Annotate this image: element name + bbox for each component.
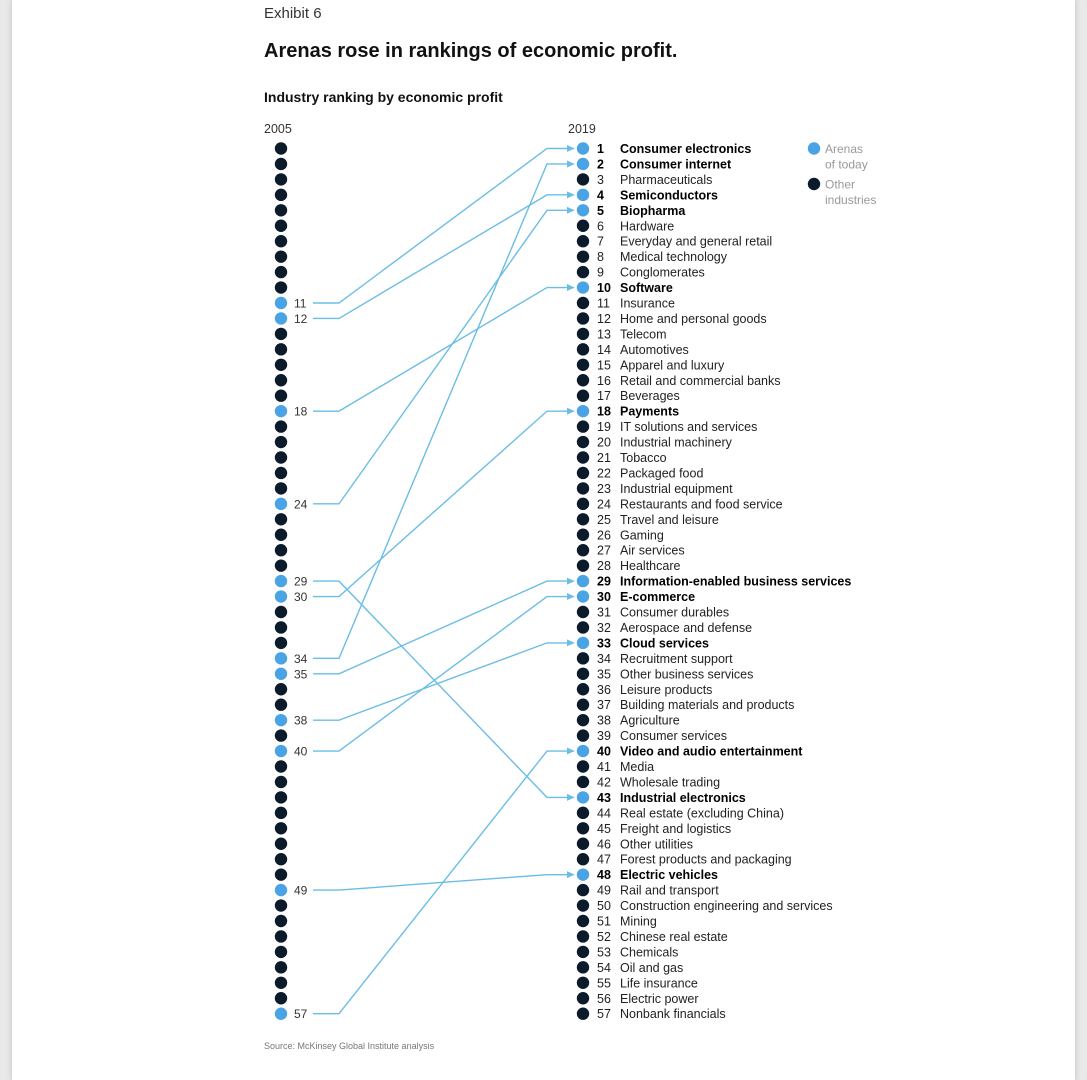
dot-2019-arena bbox=[577, 637, 589, 649]
rank-2019-number: 20 bbox=[597, 435, 611, 450]
dot-2005-other bbox=[275, 142, 287, 154]
rank-2019-number: 31 bbox=[597, 605, 611, 620]
connector-line bbox=[313, 875, 574, 890]
dot-2019-other bbox=[577, 915, 589, 927]
dots-2005 bbox=[275, 142, 287, 1020]
industry-label: Hardware bbox=[620, 219, 675, 234]
dot-2005-arena bbox=[275, 745, 287, 757]
rank-2019-number: 19 bbox=[597, 420, 611, 435]
dot-2019-other bbox=[577, 482, 589, 494]
dot-2019-other bbox=[577, 235, 589, 247]
legend-text-arena: of today bbox=[825, 157, 868, 172]
dot-2005-other bbox=[275, 158, 287, 170]
dot-2019-other bbox=[577, 930, 589, 942]
dot-2005-arena bbox=[275, 297, 287, 309]
industry-label: Software bbox=[620, 281, 673, 296]
dot-2005-arena bbox=[275, 590, 287, 602]
dot-2005-other bbox=[275, 204, 287, 216]
rank-2005-label: 49 bbox=[294, 883, 308, 898]
dot-2019-other bbox=[577, 390, 589, 402]
rank-2019-number: 32 bbox=[597, 620, 611, 635]
dot-2005-other bbox=[275, 621, 287, 633]
rank-2019-number: 45 bbox=[597, 821, 611, 836]
rank-2019-number: 26 bbox=[597, 528, 611, 543]
industry-label: Recruitment support bbox=[620, 651, 733, 666]
dot-2005-other bbox=[275, 220, 287, 232]
industry-label: Consumer electronics bbox=[620, 142, 752, 156]
dot-2019-other bbox=[577, 668, 589, 680]
connector-line bbox=[313, 210, 574, 504]
dot-2019-other bbox=[577, 992, 589, 1004]
connector-line bbox=[313, 195, 574, 319]
dot-2019-other bbox=[577, 451, 589, 463]
rank-labels-2005 bbox=[294, 297, 308, 1022]
rank-2019-number: 57 bbox=[597, 1007, 611, 1022]
dot-2005-other bbox=[275, 838, 287, 850]
dot-2005-other bbox=[275, 699, 287, 711]
industry-label: Home and personal goods bbox=[620, 311, 767, 326]
rank-2019-number: 10 bbox=[597, 281, 611, 296]
chart-title: Arenas rose in rankings of economic profit. bbox=[264, 40, 678, 62]
industry-label: Rail and transport bbox=[620, 883, 719, 898]
dot-2005-other bbox=[275, 328, 287, 340]
dots-2019 bbox=[577, 142, 589, 1020]
rank-2019-number: 50 bbox=[597, 899, 611, 914]
rank-2019-number: 24 bbox=[597, 497, 611, 512]
industry-label: Electric vehicles bbox=[620, 868, 718, 883]
rank-2005-label: 38 bbox=[294, 713, 308, 728]
rank-2019-number: 1 bbox=[597, 142, 604, 156]
dot-2019-other bbox=[577, 420, 589, 432]
dot-2019-arena bbox=[577, 204, 589, 216]
connector-line bbox=[313, 411, 574, 596]
industry-label: Industrial equipment bbox=[620, 481, 733, 496]
industry-label: Tobacco bbox=[620, 451, 667, 465]
industry-label: Everyday and general retail bbox=[620, 234, 773, 249]
rank-2019-number: 13 bbox=[597, 327, 611, 342]
industry-label: Electric power bbox=[620, 991, 699, 1006]
dot-2019-other bbox=[577, 359, 589, 371]
rank-2019-number: 8 bbox=[597, 250, 604, 265]
dot-2019-other bbox=[577, 621, 589, 633]
dot-2005-other bbox=[275, 977, 287, 989]
rank-2019-number: 23 bbox=[597, 481, 611, 496]
dot-2019-other bbox=[577, 467, 589, 479]
dot-2019-arena bbox=[577, 868, 589, 880]
legend-text-other: industries bbox=[825, 193, 877, 207]
dot-2005-other bbox=[275, 189, 287, 201]
connector-line bbox=[313, 288, 574, 412]
industry-label: Agriculture bbox=[620, 713, 680, 728]
rank-2019-number: 14 bbox=[597, 342, 611, 357]
dot-2005-other bbox=[275, 776, 287, 788]
dot-2005-arena bbox=[275, 714, 287, 726]
dot-2005-other bbox=[275, 946, 287, 958]
rank-2019-number: 11 bbox=[597, 296, 610, 311]
rank-2005-label: 11 bbox=[294, 296, 307, 311]
industry-label: Cloud services bbox=[620, 636, 709, 651]
dot-2005-other bbox=[275, 250, 287, 262]
rank-2019-number: 9 bbox=[597, 265, 604, 280]
industry-labels-2019 bbox=[597, 142, 851, 1021]
industry-label: Industrial electronics bbox=[620, 790, 746, 805]
dot-2005-other bbox=[275, 791, 287, 803]
rank-2019-number: 38 bbox=[597, 713, 611, 728]
rank-2019-number: 15 bbox=[597, 358, 611, 373]
dot-2005-arena bbox=[275, 652, 287, 664]
dot-2019-arena bbox=[577, 791, 589, 803]
dot-2019-other bbox=[577, 606, 589, 618]
industry-label: Apparel and luxury bbox=[620, 358, 725, 373]
dot-2019-other bbox=[577, 559, 589, 571]
rank-2019-number: 2 bbox=[597, 157, 604, 172]
dot-2019-other bbox=[577, 312, 589, 324]
industry-label: Insurance bbox=[620, 296, 675, 311]
dot-2005-other bbox=[275, 281, 287, 293]
rank-2005-label: 35 bbox=[294, 667, 308, 682]
dot-2005-other bbox=[275, 529, 287, 541]
dot-2005-other bbox=[275, 266, 287, 278]
rank-2019-number: 49 bbox=[597, 883, 611, 898]
dot-2005-other bbox=[275, 374, 287, 386]
rank-2019-number: 21 bbox=[597, 451, 611, 465]
dot-2019-other bbox=[577, 899, 589, 911]
dot-2005-other bbox=[275, 992, 287, 1004]
rank-2019-number: 55 bbox=[597, 976, 611, 991]
rank-2005-label: 12 bbox=[294, 311, 308, 326]
dot-2005-other bbox=[275, 683, 287, 695]
industry-label: Conglomerates bbox=[620, 265, 705, 280]
industry-label: E-commerce bbox=[620, 590, 696, 605]
rank-2005-label: 57 bbox=[294, 1007, 308, 1022]
rank-2019-number: 43 bbox=[597, 790, 611, 805]
industry-label: IT solutions and services bbox=[620, 420, 758, 435]
dot-2005-other bbox=[275, 760, 287, 772]
industry-label: Other utilities bbox=[620, 837, 693, 852]
dot-2005-arena bbox=[275, 498, 287, 510]
dot-2019-other bbox=[577, 961, 589, 973]
dot-2019-other bbox=[577, 807, 589, 819]
rank-2019-number: 18 bbox=[597, 404, 611, 419]
industry-label: Retail and commercial banks bbox=[620, 373, 781, 388]
dot-2005-other bbox=[275, 729, 287, 741]
dot-2019-other bbox=[577, 297, 589, 309]
rank-2019-number: 16 bbox=[597, 373, 611, 388]
dot-2019-other bbox=[577, 699, 589, 711]
chart-subtitle: Industry ranking by economic profit bbox=[264, 89, 503, 105]
connector-line bbox=[313, 643, 574, 720]
industry-label: Automotives bbox=[620, 342, 689, 357]
rank-2019-number: 25 bbox=[597, 512, 611, 527]
industry-label: Construction engineering and services bbox=[620, 899, 833, 914]
dot-2005-other bbox=[275, 606, 287, 618]
start-year-label: 2005 bbox=[264, 122, 292, 136]
dot-2005-other bbox=[275, 173, 287, 185]
dot-2019-other bbox=[577, 544, 589, 556]
rank-2019-number: 28 bbox=[597, 559, 611, 574]
industry-label: Oil and gas bbox=[620, 960, 684, 975]
dot-2005-other bbox=[275, 451, 287, 463]
rank-2019-number: 29 bbox=[597, 574, 611, 589]
industry-label: Chemicals bbox=[620, 945, 679, 960]
rank-2019-number: 37 bbox=[597, 698, 611, 713]
industry-label: Video and audio entertainment bbox=[620, 744, 803, 759]
rank-2005-label: 24 bbox=[294, 497, 308, 512]
industry-label: Packaged food bbox=[620, 466, 704, 481]
dot-2019-other bbox=[577, 513, 589, 525]
dot-2019-other bbox=[577, 436, 589, 448]
industry-label: Media bbox=[620, 760, 655, 774]
industry-label: Telecom bbox=[620, 327, 667, 342]
dot-2019-arena bbox=[577, 142, 589, 154]
industry-label: Consumer durables bbox=[620, 605, 730, 620]
rank-2019-number: 7 bbox=[597, 234, 604, 249]
dot-2019-other bbox=[577, 1008, 589, 1020]
industry-label: Healthcare bbox=[620, 559, 681, 574]
dot-2005-other bbox=[275, 482, 287, 494]
dot-2019-other bbox=[577, 652, 589, 664]
industry-label: Pharmaceuticals bbox=[620, 172, 713, 187]
rank-2019-number: 41 bbox=[597, 760, 611, 774]
industry-label: Information-enabled business services bbox=[620, 574, 852, 589]
rank-2019-number: 30 bbox=[597, 590, 611, 605]
dot-2005-arena bbox=[275, 1008, 287, 1020]
dot-2019-arena bbox=[577, 575, 589, 587]
dot-2005-other bbox=[275, 343, 287, 355]
dot-2005-arena bbox=[275, 575, 287, 587]
dot-2019-arena bbox=[577, 405, 589, 417]
dot-2019-other bbox=[577, 946, 589, 958]
legend-swatch-arena bbox=[808, 142, 820, 154]
industry-label: Aerospace and defense bbox=[620, 620, 753, 635]
dot-2019-other bbox=[577, 220, 589, 232]
rank-2005-label: 30 bbox=[294, 590, 308, 605]
dot-2005-other bbox=[275, 467, 287, 479]
dot-2019-other bbox=[577, 374, 589, 386]
dot-2005-other bbox=[275, 235, 287, 247]
dot-2005-other bbox=[275, 930, 287, 942]
industry-label: Leisure products bbox=[620, 682, 713, 697]
legend-text-other: Other bbox=[825, 177, 856, 192]
connector-line bbox=[313, 149, 574, 304]
dot-2019-arena bbox=[577, 590, 589, 602]
rank-2005-label: 29 bbox=[294, 574, 308, 589]
dot-2019-arena bbox=[577, 745, 589, 757]
industry-label: Life insurance bbox=[620, 976, 698, 991]
rank-2019-number: 6 bbox=[597, 219, 604, 234]
dot-2005-arena bbox=[275, 884, 287, 896]
rank-2019-number: 3 bbox=[597, 172, 604, 187]
rank-2019-number: 47 bbox=[597, 852, 611, 867]
rank-2019-number: 54 bbox=[597, 960, 611, 975]
industry-label: Real estate (excluding China) bbox=[620, 806, 784, 821]
dot-2019-other bbox=[577, 884, 589, 896]
dot-2019-other bbox=[577, 776, 589, 788]
dot-2019-other bbox=[577, 977, 589, 989]
rank-2019-number: 36 bbox=[597, 682, 611, 697]
dot-2019-other bbox=[577, 822, 589, 834]
rank-2019-number: 44 bbox=[597, 806, 611, 821]
industry-label: Restaurants and food service bbox=[620, 497, 783, 512]
source-note: Source: McKinsey Global Institute analysis bbox=[264, 1041, 435, 1051]
dot-2019-arena bbox=[577, 189, 589, 201]
rank-2019-number: 51 bbox=[597, 914, 611, 929]
industry-label: Wholesale trading bbox=[620, 775, 721, 790]
rank-2005-label: 18 bbox=[294, 404, 308, 419]
rank-2019-number: 17 bbox=[597, 389, 611, 404]
dot-2005-arena bbox=[275, 668, 287, 680]
dot-2019-other bbox=[577, 760, 589, 772]
rank-2019-number: 35 bbox=[597, 667, 611, 682]
legend bbox=[808, 142, 877, 207]
dot-2005-other bbox=[275, 915, 287, 927]
dot-2019-other bbox=[577, 529, 589, 541]
dot-2005-arena bbox=[275, 312, 287, 324]
dot-2019-other bbox=[577, 853, 589, 865]
industry-label: Other business services bbox=[620, 667, 754, 682]
industry-label: Consumer services bbox=[620, 729, 727, 744]
dot-2005-other bbox=[275, 420, 287, 432]
industry-label: Biopharma bbox=[620, 203, 686, 218]
dot-2005-other bbox=[275, 637, 287, 649]
industry-label: Medical technology bbox=[620, 250, 728, 265]
dot-2019-other bbox=[577, 328, 589, 340]
dot-2019-other bbox=[577, 838, 589, 850]
dot-2005-other bbox=[275, 544, 287, 556]
industry-label: Travel and leisure bbox=[620, 512, 719, 527]
dot-2019-other bbox=[577, 498, 589, 510]
exhibit-label: Exhibit 6 bbox=[264, 5, 322, 22]
dot-2005-other bbox=[275, 559, 287, 571]
dot-2019-other bbox=[577, 343, 589, 355]
rank-2019-number: 39 bbox=[597, 729, 611, 744]
industry-label: Air services bbox=[620, 543, 685, 558]
industry-label: Gaming bbox=[620, 528, 664, 543]
rank-2019-number: 22 bbox=[597, 466, 611, 481]
industry-label: Consumer internet bbox=[620, 157, 732, 172]
industry-label: Industrial machinery bbox=[620, 435, 732, 450]
rank-2005-label: 34 bbox=[294, 651, 308, 666]
dot-2005-other bbox=[275, 899, 287, 911]
dot-2005-other bbox=[275, 807, 287, 819]
dot-2005-other bbox=[275, 513, 287, 525]
rank-2019-number: 46 bbox=[597, 837, 611, 852]
rank-2019-number: 12 bbox=[597, 311, 611, 326]
dot-2005-other bbox=[275, 868, 287, 880]
rank-2019-number: 33 bbox=[597, 636, 611, 651]
rank-2019-number: 48 bbox=[597, 868, 611, 883]
end-year-label: 2019 bbox=[568, 122, 596, 136]
dot-2005-other bbox=[275, 436, 287, 448]
industry-label: Freight and logistics bbox=[620, 821, 732, 836]
dot-2019-arena bbox=[577, 281, 589, 293]
dot-2019-other bbox=[577, 729, 589, 741]
industry-label: Forest products and packaging bbox=[620, 852, 792, 867]
industry-label: Chinese real estate bbox=[620, 929, 728, 944]
rank-2019-number: 34 bbox=[597, 651, 611, 666]
industry-label: Building materials and products bbox=[620, 698, 795, 713]
rank-2019-number: 56 bbox=[597, 991, 611, 1006]
industry-label: Mining bbox=[620, 914, 657, 929]
dot-2019-other bbox=[577, 173, 589, 185]
connector-lines bbox=[313, 149, 574, 1014]
legend-swatch-other bbox=[808, 178, 820, 190]
industry-label: Payments bbox=[620, 404, 680, 419]
dot-2019-other bbox=[577, 683, 589, 695]
connector-line bbox=[313, 581, 574, 797]
rank-2019-number: 53 bbox=[597, 945, 611, 960]
connector-line bbox=[313, 597, 574, 752]
rank-2019-number: 40 bbox=[597, 744, 611, 759]
dot-2005-other bbox=[275, 822, 287, 834]
legend-text-arena: Arenas bbox=[825, 142, 864, 156]
dot-2019-other bbox=[577, 266, 589, 278]
dot-2019-arena bbox=[577, 158, 589, 170]
dot-2019-other bbox=[577, 714, 589, 726]
dot-2019-other bbox=[577, 250, 589, 262]
rank-2019-number: 5 bbox=[597, 203, 604, 218]
dot-2005-other bbox=[275, 359, 287, 371]
rank-2019-number: 42 bbox=[597, 775, 611, 790]
industry-label: Beverages bbox=[620, 389, 680, 404]
rank-2005-label: 40 bbox=[294, 744, 308, 759]
dot-2005-arena bbox=[275, 405, 287, 417]
rank-2019-number: 52 bbox=[597, 929, 611, 944]
industry-label: Nonbank financials bbox=[620, 1007, 726, 1022]
rank-2019-number: 4 bbox=[597, 188, 604, 203]
dot-2005-other bbox=[275, 390, 287, 402]
dot-2005-other bbox=[275, 961, 287, 973]
dot-2005-other bbox=[275, 853, 287, 865]
rank-2019-number: 27 bbox=[597, 543, 611, 558]
industry-label: Semiconductors bbox=[620, 188, 718, 203]
